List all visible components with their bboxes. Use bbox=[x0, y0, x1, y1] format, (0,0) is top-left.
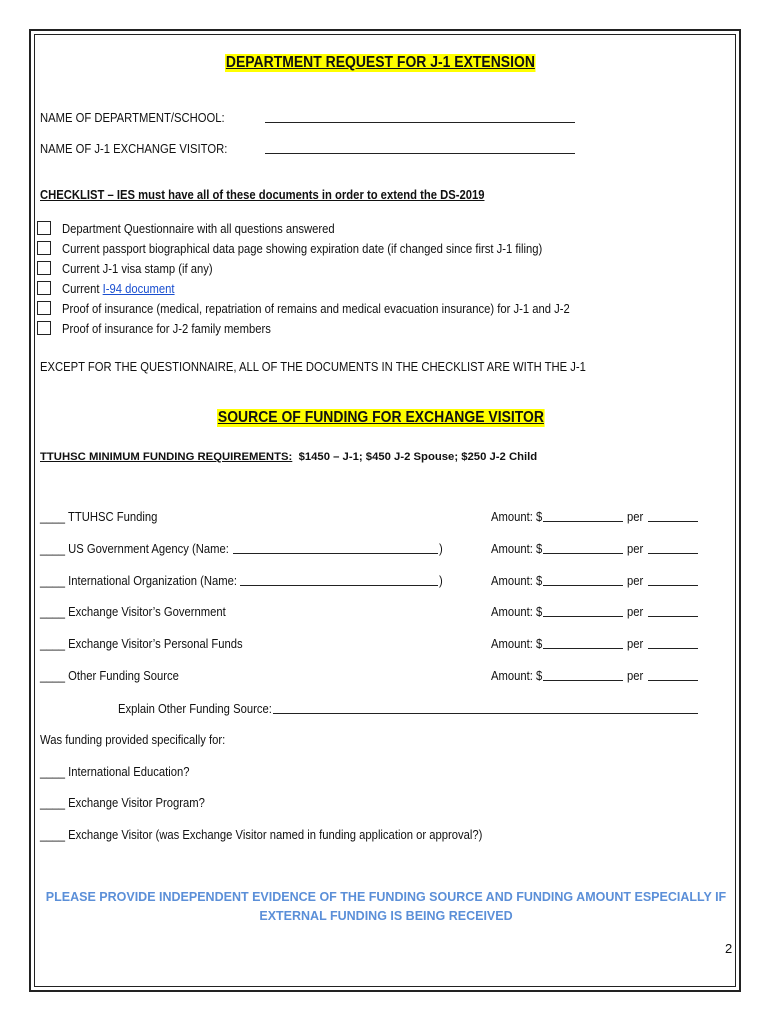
amount-label: Amount: $ bbox=[491, 605, 543, 619]
blank-check-line[interactable]: ____ bbox=[40, 574, 66, 588]
per-input[interactable] bbox=[648, 616, 698, 617]
exchange-visitor-label: NAME OF J-1 EXCHANGE VISITOR: bbox=[40, 142, 228, 156]
checklist-note: EXCEPT FOR THE QUESTIONNAIRE, ALL OF THE DOCUMENTS IN THE CHECKLIST ARE WITH THE J-1 bbox=[40, 360, 586, 374]
amount-input[interactable] bbox=[543, 585, 623, 586]
page-title: DEPARTMENT REQUEST FOR J-1 EXTENSION bbox=[225, 54, 535, 71]
blank-check-line[interactable]: ____ bbox=[40, 542, 66, 556]
checklist-item: Proof of insurance (medical, repatriation of remains and medical evacuation insurance) for J-1 and J-2 bbox=[62, 302, 570, 316]
per-label: per bbox=[627, 669, 644, 683]
checklist-item: Current J-1 visa stamp (if any) bbox=[62, 262, 213, 276]
checkbox-questionnaire[interactable] bbox=[37, 221, 51, 235]
funding-evidence-note: PLEASE PROVIDE INDEPENDENT EVIDENCE OF THE FUNDING SOURCE AND FUNDING AMOUNT ESPECIALLY IF EXTERNAL FUNDING IS BEING RECEIVED bbox=[45, 890, 727, 923]
funding-row-personal: ____ Exchange Visitor’s Personal Funds bbox=[40, 637, 243, 651]
intl-org-name-input[interactable] bbox=[240, 585, 438, 586]
amount-label: Amount: $ bbox=[491, 542, 543, 556]
amount-input[interactable] bbox=[543, 648, 623, 649]
blank-check-line[interactable]: ____ bbox=[40, 669, 66, 683]
explain-other-input[interactable] bbox=[273, 713, 698, 714]
funding-row-ttuhsc: ____ TTUHSC Funding bbox=[40, 510, 158, 524]
page-number: 2 bbox=[725, 941, 733, 956]
funding-requirements bbox=[40, 447, 537, 465]
per-input[interactable] bbox=[648, 585, 698, 586]
blank-check-line[interactable]: ____ bbox=[40, 637, 66, 651]
amount-input[interactable] bbox=[543, 553, 623, 554]
per-input[interactable] bbox=[648, 680, 698, 681]
checklist-item: Department Questionnaire with all questions answered bbox=[62, 222, 335, 236]
amount-input[interactable] bbox=[543, 521, 623, 522]
funding-heading: SOURCE OF FUNDING FOR EXCHANGE VISITOR bbox=[217, 409, 544, 426]
per-label: per bbox=[627, 542, 644, 556]
per-label: per bbox=[627, 637, 644, 651]
specific-option-ev-program: ____ Exchange Visitor Program? bbox=[40, 796, 205, 810]
checklist-item: Current I-94 document bbox=[62, 282, 175, 296]
explain-other-label: Explain Other Funding Source: bbox=[118, 702, 272, 716]
amount-label: Amount: $ bbox=[491, 669, 543, 683]
funding-row-visitor-gov: ____ Exchange Visitor’s Government bbox=[40, 605, 226, 619]
blank-check-line[interactable]: ____ bbox=[40, 605, 66, 619]
funding-row-us-gov: ____ US Government Agency (Name: bbox=[40, 542, 229, 556]
per-input[interactable] bbox=[648, 521, 698, 522]
checkbox-insurance-j2[interactable] bbox=[37, 321, 51, 335]
blank-check-line[interactable]: ____ bbox=[40, 765, 66, 779]
amount-label: Amount: $ bbox=[491, 637, 543, 651]
per-label: per bbox=[627, 510, 644, 524]
department-input[interactable] bbox=[265, 122, 575, 123]
requirements-label: TTUHSC MINIMUM FUNDING REQUIREMENTS: bbox=[40, 451, 293, 463]
blank-check-line[interactable]: ____ bbox=[40, 828, 66, 842]
specific-option-intl-education: ____ International Education? bbox=[40, 765, 190, 779]
per-label: per bbox=[627, 605, 644, 619]
checkbox-visa-stamp[interactable] bbox=[37, 261, 51, 275]
per-input[interactable] bbox=[648, 553, 698, 554]
blank-check-line[interactable]: ____ bbox=[40, 510, 66, 524]
funding-row-intl-org: ____ International Organization (Name: bbox=[40, 574, 238, 588]
amount-label: Amount: $ bbox=[491, 510, 543, 524]
department-label: NAME OF DEPARTMENT/SCHOOL: bbox=[40, 111, 225, 125]
exchange-visitor-input[interactable] bbox=[265, 153, 575, 154]
requirements-value: $1450 – J-1; $450 J-2 Spouse; $250 J-2 Child bbox=[298, 451, 538, 463]
funding-row-other: ____ Other Funding Source bbox=[40, 669, 179, 683]
checklist-item: Current passport biographical data page showing expiration date (if changed since first J-1 filing) bbox=[62, 242, 543, 256]
per-label: per bbox=[627, 574, 644, 588]
checklist-item: Proof of insurance for J-2 family members bbox=[62, 322, 271, 336]
per-input[interactable] bbox=[648, 648, 698, 649]
checkbox-passport[interactable] bbox=[37, 241, 51, 255]
checklist-heading: CHECKLIST – IES must have all of these documents in order to extend the DS-2019 bbox=[40, 188, 485, 202]
specific-funding-question: Was funding provided specifically for: bbox=[40, 733, 226, 747]
amount-input[interactable] bbox=[543, 616, 623, 617]
amount-input[interactable] bbox=[543, 680, 623, 681]
i94-document-link[interactable]: I-94 document bbox=[102, 282, 175, 296]
amount-label: Amount: $ bbox=[491, 574, 543, 588]
checkbox-insurance-j1[interactable] bbox=[37, 301, 51, 315]
checkbox-i94[interactable] bbox=[37, 281, 51, 295]
us-gov-name-input[interactable] bbox=[233, 553, 438, 554]
specific-option-exchange-visitor: ____ Exchange Visitor (was Exchange Visitor named in funding application or approval?) bbox=[40, 828, 483, 842]
blank-check-line[interactable]: ____ bbox=[40, 796, 66, 810]
